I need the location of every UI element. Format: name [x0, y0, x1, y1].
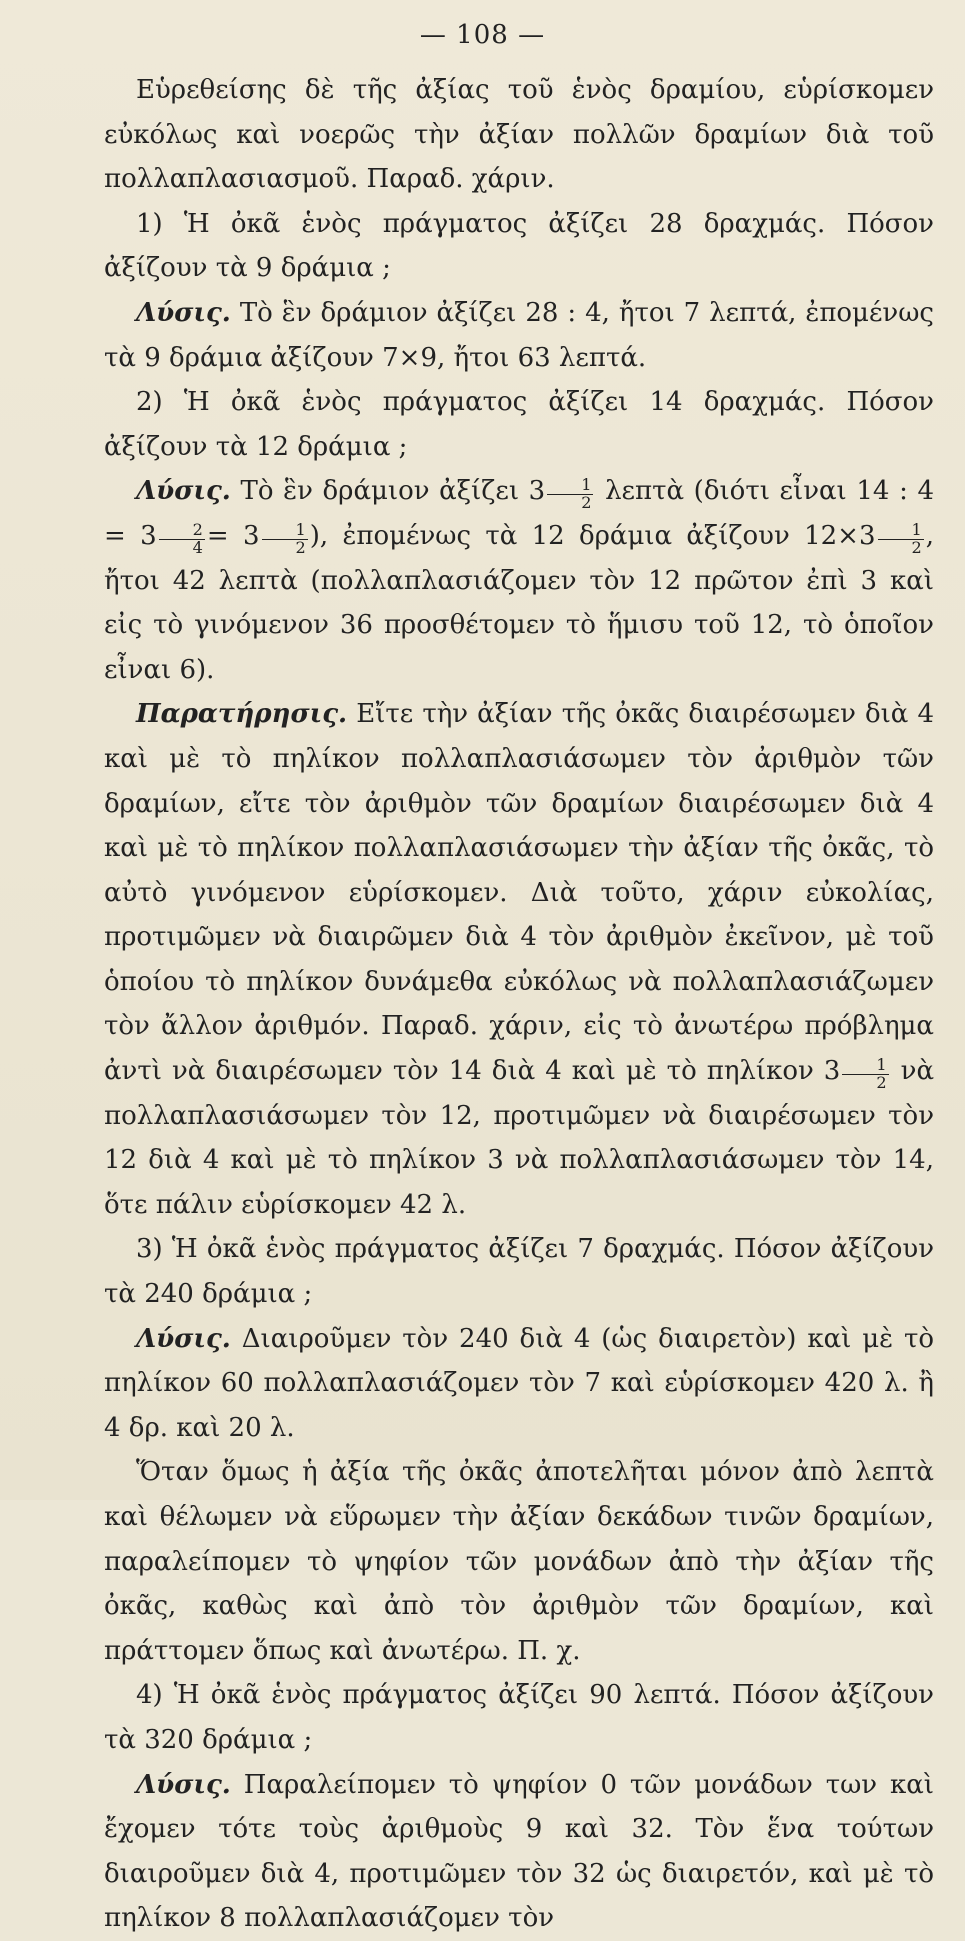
fraction-one-half: $\frac{1}{2}$	[262, 522, 308, 557]
problem-1: 1) Ἡ ὀκᾶ ἑνὸς πράγματος ἀξίζει 28 δραχμάς. Πόσον ἀξίζουν τὰ 9 δράμια ;	[104, 208, 934, 284]
remark-text-part: νὰ πολλαπλασιάσωμεν τὸν 12, προτιμῶμεν νὰ διαιρέσωμεν τὸν 12 διὰ 4 καὶ μὲ τὸ πηλίκον 3 νὰ πολλαπλασιάσωμεν τὸν 14, ὅτε πάλιν εὑρίσκομεν 42 λ.	[104, 1056, 935, 1220]
solution-text-part: 3	[140, 520, 157, 551]
fraction-one-half: $\frac{1}{2}$	[878, 522, 924, 557]
remark	[104, 692, 934, 1227]
solution-label: Λύσις.	[136, 297, 231, 328]
remark-label: Παρατήρησις.	[136, 699, 348, 730]
solution-text-part: , ἤτοι 42 λεπτὰ (πολλαπλασιάζομεν τὸν 12 πρῶτον ἐπὶ 3 καὶ εἰς τὸ γινόμενον 36 προσθέτομεν τὸ ἥμισυ τοῦ 12, τὸ ὁποῖον εἶναι 6).	[104, 520, 935, 685]
solution-text: Παραλείπομεν τὸ ψηφίον 0 τῶν μονάδων των καὶ ἔχομεν τότε τοὺς ἀριθμοὺς 9 καὶ 32. Τὸν ἕνα τούτων διαιροῦμεν διὰ 4, προτιμῶμεν τὸν 32 ὡς διαιρετόν, καὶ μὲ τὸ πηλίκον 8 πολλαπλασιάζομεν τὸν	[104, 1769, 934, 1934]
solution-text: Διαιροῦμεν τὸν 240 διὰ 4 (ὡς διαιρετὸν) καὶ μὲ τὸ πηλίκον 60 πολλαπλασιάζομεν τὸν 7 καὶ εὑρίσκομεν 420 λ. ἢ 4 δρ. καὶ 20 λ.	[104, 1323, 935, 1443]
remark-text-part: Εἴτε τὴν ἀξίαν τῆς ὀκᾶς διαιρέσωμεν διὰ 4 καὶ μὲ τὸ πηλίκον πολλαπλασιάσωμεν τὸν ἀριθμὸν τῶν δραμίων, εἴτε τὸν ἀριθμὸν τῶν δραμίων διαιρέσωμεν διὰ 4 καὶ μὲ τὸ πηλίκον πολλαπλασιάσωμεν τὴν ἀξίαν τῆς ὀκᾶς, τὸ αὐτὸ γινόμενον εὑρίσκομεν. Διὰ τοῦτο, χάριν εὐκολίας, προτιμῶμεν νὰ διαιρῶμεν διὰ 4 τὸν ἀριθμὸν ἐκεῖνον, μὲ τοῦ ὁποίου τὸ πηλίκον δυνάμεθα εὐκόλως νὰ πολλαπλασιάζωμεν τὸν ἄλλον ἀριθμόν. Παραδ. χάριν, εἰς τὸ ἀνωτέρω πρόβλημα ἀντὶ νὰ διαιρέσωμεν τὸν 14 διὰ 4 καὶ μὲ τὸ πηλίκον 3	[104, 699, 934, 1087]
problem-4: 4) Ἡ ὀκᾶ ἑνὸς πράγματος ἀξίζει 90 λεπτά. Πόσον ἀξίζουν τὰ 320 δράμια ;	[104, 1680, 934, 1755]
problem-2: 2) Ἡ ὀκᾶ ἑνὸς πράγματος ἀξίζει 14 δραχμάς. Πόσον ἀξίζουν τὰ 12 δράμια ;	[104, 387, 934, 462]
solution-text-part: = 3	[206, 520, 260, 551]
problem-3: 3) Ἡ ὀκᾶ ἑνὸς πράγματος ἀξίζει 7 δραχμάς. Πόσον ἀξίζουν τὰ 240 δράμια ;	[104, 1234, 934, 1310]
solution-text-part: ), ἐπομένως τὰ 12 δράμια ἀξίζουν 12×3	[309, 520, 876, 551]
fraction-two-quarters: $\frac{2}{4}$	[159, 522, 205, 557]
paragraph-intro: Εὑρεθείσης δὲ τῆς ἀξίας τοῦ ἑνὸς δραμίου, εὑρίσκομεν εὐκόλως καὶ νοερῶς τὴν ἀξίαν πολλῶν δραμίων διὰ τοῦ πολλαπλασιασμοῦ. Παραδ. χάριν.	[104, 75, 934, 195]
solution-3	[104, 1317, 934, 1451]
page-number: — 108 —	[419, 20, 546, 50]
solution-text-part: λεπτὰ (διότι εἶναι 14 : 4 =	[104, 476, 935, 551]
body-text	[104, 68, 934, 1941]
solution-1	[104, 291, 934, 380]
paragraph-rule: Ὅταν ὅμως ἡ ἀξία τῆς ὀκᾶς ἀποτελῆται μόνον ἀπὸ λεπτὰ καὶ θέλωμεν νὰ εὕρωμεν τὴν ἀξίαν δεκάδων τινῶν δραμίων, παραλείπομεν τὸ ψηφίον τῶν μονάδων ἀπὸ τὴν ἀξίαν τῆς ὀκᾶς, καθὼς καὶ ἀπὸ τὸν ἀριθμὸν τῶν δραμίων, καὶ πράττομεν ὅπως καὶ ἀνωτέρω. Π. χ.	[104, 1457, 934, 1666]
fraction-one-half: $\frac{1}{2}$	[842, 1057, 888, 1092]
solution-label: Λύσις.	[136, 476, 231, 507]
solution-text: Τὸ ἓν δράμιον ἀξίζει 28 : 4, ἤτοι 7 λεπτά, ἐπομένως τὰ 9 δράμια ἀξίζουν 7×9, ἤτοι 63 λεπτά.	[104, 297, 934, 373]
solution-text-part: Τὸ ἓν δράμιον ἀξίζει 3	[240, 476, 546, 507]
solution-label: Λύσις.	[136, 1769, 231, 1800]
fraction-one-half: $\frac{1}{2}$	[547, 477, 593, 512]
solution-4	[104, 1763, 934, 1941]
solution-label: Λύσις.	[136, 1323, 231, 1354]
solution-2	[104, 469, 934, 692]
